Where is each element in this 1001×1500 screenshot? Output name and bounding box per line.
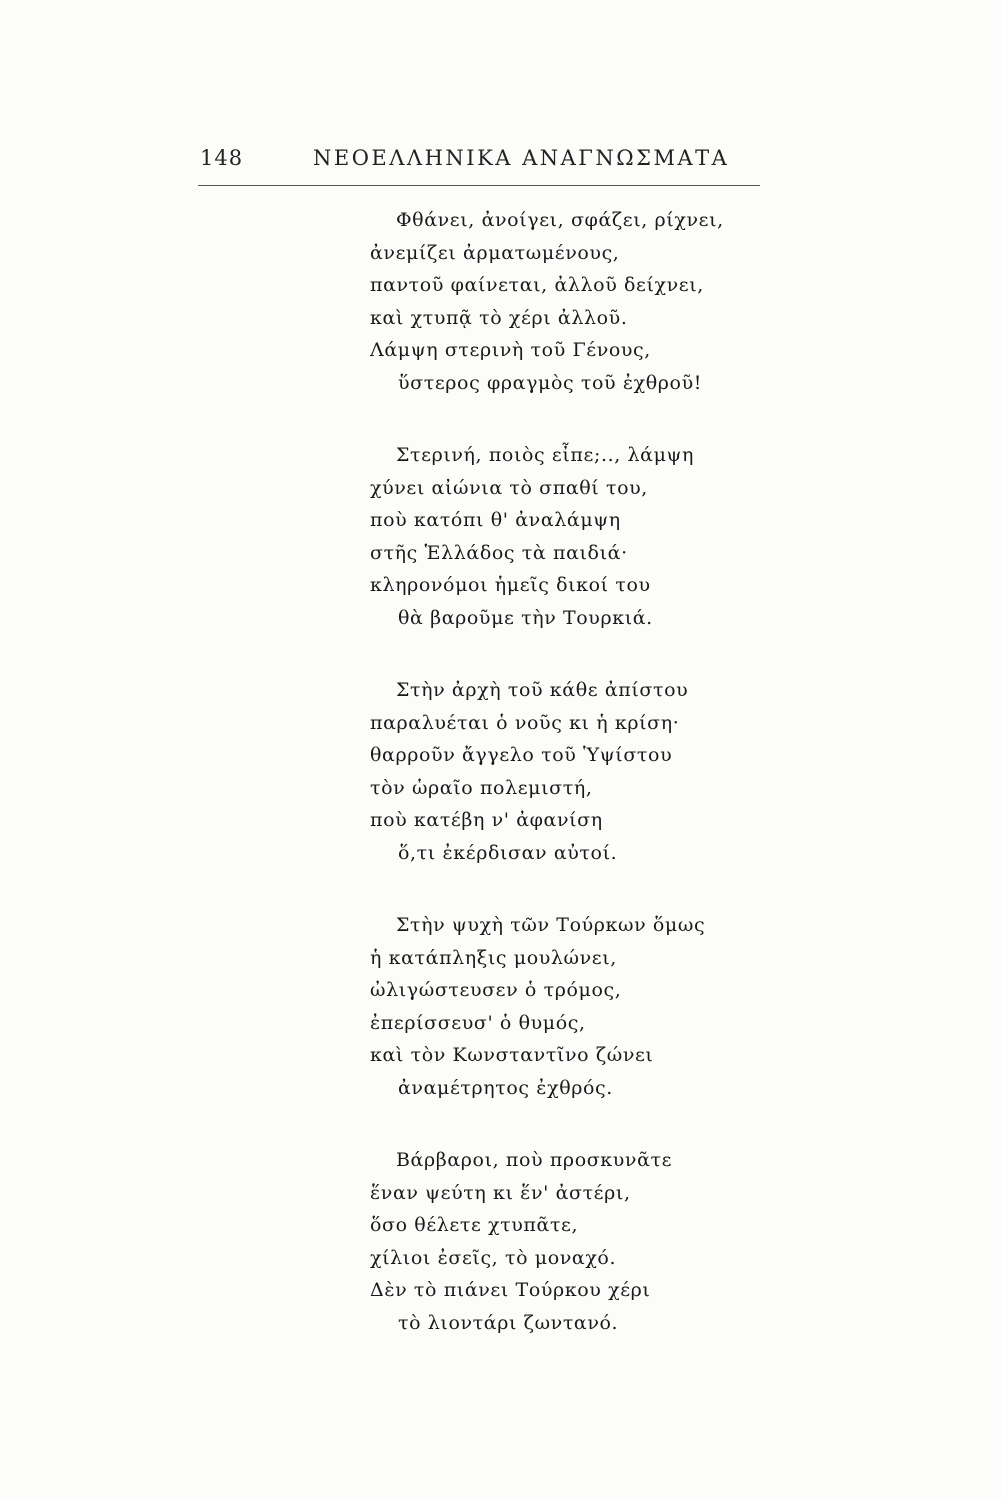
poem-line: ποὺ κατέβη ν' ἀφανίση (370, 809, 603, 831)
poem-line: ἐπερίσσευσ' ὁ θυμός, (370, 1011, 586, 1034)
poem-line: Βάρβαροι, ποὺ προσκυνᾶτε (396, 1149, 673, 1171)
poem-line: ἀναμέτρητος ἐχθρός. (398, 1076, 613, 1099)
poem-line: ὅ,τι ἐκέρδισαν αὐτοί. (398, 841, 618, 864)
poem-line: καὶ τὸν Κωνσταντῖνο ζώνει (370, 1044, 654, 1066)
header-rule (198, 185, 760, 186)
poem-line: παντοῦ φαίνεται, ἀλλοῦ δείχνει, (370, 274, 704, 296)
poem-line: κληρονόμοι ἡμεῖς δικοί του (370, 574, 651, 596)
stanza-3 (370, 674, 770, 869)
stanza-2 (370, 439, 770, 634)
poem (370, 204, 770, 1379)
poem-line: στῆς Ἑλλάδος τὰ παιδιά· (370, 541, 628, 564)
stanza-5 (370, 1144, 770, 1339)
poem-line: ποὺ κατόπι θ' ἀναλάμψη (370, 509, 621, 531)
poem-line: χίλιοι ἐσεῖς, τὸ μοναχό. (370, 1246, 617, 1269)
poem-line: Λάμψη στερινὴ τοῦ Γένους, (370, 339, 651, 361)
poem-line: θὰ βαροῦμε τὴν Τουρκιά. (398, 606, 653, 629)
stanza-1 (370, 204, 770, 399)
poem-line: Στερινή, ποιὸς εἶπε;.., λάμψη (396, 444, 695, 466)
poem-line: θαρροῦν ἄγγελο τοῦ Ὑψίστου (370, 744, 673, 766)
poem-line: ἕναν ψεύτη κι ἕν' ἀστέρι, (370, 1181, 631, 1204)
poem-line: ὅσο θέλετε χτυπᾶτε, (370, 1214, 579, 1236)
poem-line: Φθάνει, ἀνοίγει, σφάζει, ρίχνει, (396, 209, 724, 231)
poem-line: Δὲν τὸ πιάνει Τούρκου χέρι (370, 1279, 651, 1301)
poem-line: ἀνεμίζει ἀρματωμένους, (370, 241, 620, 264)
poem-line: παραλυέται ὁ νοῦς κι ἡ κρίση· (370, 711, 680, 734)
running-title: ΝΕΟΕΛΛΗΝΙΚΑ ΑΝΑΓΝΩΣΜΑΤΑ (313, 146, 730, 170)
poem-line: ὠλιγώστευσεν ὁ τρόμος, (370, 979, 622, 1001)
poem-line: χύνει αἰώνια τὸ σπαθί του, (370, 476, 648, 499)
poem-line: ἡ κατάπληξις μουλώνει, (370, 946, 617, 969)
page-header (200, 146, 760, 180)
poem-line: καὶ χτυπᾷ τὸ χέρι ἀλλοῦ. (370, 306, 628, 329)
stanza-4 (370, 909, 770, 1104)
poem-line: Στὴν ἀρχὴ τοῦ κάθε ἀπίστου (396, 679, 689, 701)
page-number: 148 (200, 146, 244, 170)
poem-line: τὸ λιοντάρι ζωντανό. (398, 1311, 619, 1334)
poem-line: Στὴν ψυχὴ τῶν Τούρκων ὅμως (396, 914, 706, 936)
poem-line: ὕστερος φραγμὸς τοῦ ἐχθροῦ! (398, 371, 702, 394)
poem-line: τὸν ὡραῖο πολεμιστή, (370, 776, 593, 799)
